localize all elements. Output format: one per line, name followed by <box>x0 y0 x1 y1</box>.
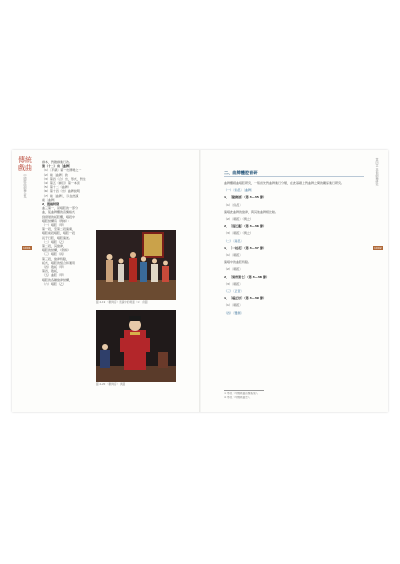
paragraph: （五）曲腔（甲） <box>42 273 67 278</box>
running-head-left: 中國戲曲劇種全集 <box>23 174 27 198</box>
paragraph: （3）第四（合）出，形式，對生 <box>42 176 86 181</box>
paragraph: 前〔曲牌〕 <box>42 197 58 202</box>
opera-stage-photo-1 <box>96 230 176 300</box>
paragraph: 到發展的板腔體，唱段中 <box>42 214 76 219</box>
subheading: （一）〔仙呂〕〔曲牌〕 <box>224 188 255 193</box>
paragraph: 唱腔結構有（例如）： <box>42 218 71 223</box>
paragraph: （5）第十二（曲牌） <box>42 185 71 190</box>
paragraph: （3）〔唱腔〕（例之） <box>224 231 253 236</box>
left-page <box>12 150 200 412</box>
subheading: 2．腔格特徵 <box>42 202 60 207</box>
paragraph: 唱腔的各種旋律結構， <box>42 277 73 282</box>
paragraph: 曲牌體戲曲唱腔研究，一般首先對曲牌進行分類，在此基礎上對曲牌之間的關係進行研究。 <box>224 181 345 185</box>
paragraph: 第三段，旋律特點， <box>42 256 70 261</box>
paragraph: 唱腔的結構，（例如） <box>42 248 71 253</box>
paragraph: （二）唱腔（乙） <box>42 239 67 244</box>
subheading: 2．〔梁州第七〕（第 3—38 節） <box>224 274 269 279</box>
paragraph: 第一段，至第二段演奏， <box>42 227 76 232</box>
paragraph: （2）〔唱腔〕 <box>224 267 243 272</box>
brand-logo: 傳統戲曲 <box>18 156 32 172</box>
paragraph: （4）第五（劇目）第一本雲 <box>42 181 80 186</box>
opera-stage-illustration <box>96 230 176 300</box>
paragraph: （6）第十四（出）曲牌說明 <box>42 189 80 194</box>
paragraph: 第（十二）出〔曲牌〕 <box>42 164 73 169</box>
section-title: 二、曲牌體腔音研 <box>224 170 258 175</box>
page-number-left: 1001 <box>23 246 31 250</box>
running-head-right: 第四章 其他劇種研究 <box>375 158 379 186</box>
paragraph: （1）〔唱腔〕 <box>224 303 243 308</box>
left-text-column <box>42 160 90 286</box>
footnote: ② 參見《中國戲曲志》。 <box>224 396 252 399</box>
paragraph: （三）唱腔（丙） <box>42 252 67 257</box>
subheading: 1．〔一枝花〕（第 3—37 節） <box>224 245 266 250</box>
paragraph: 演唱此曲牌的旋律，與其他曲牌相比較。 <box>224 209 279 214</box>
opera-stage-illustration <box>96 310 176 382</box>
paragraph: （3）〔唱腔〕 <box>224 281 243 286</box>
right-text-column <box>224 178 364 318</box>
footnote-rule <box>224 390 264 391</box>
subheading: 1．〔點絳唇〕（第 3—35 節） <box>224 195 266 200</box>
paragraph: （2）〔唱腔〕（例之） <box>224 217 253 222</box>
paragraph: 曲三第一，是唱腔的一部分 <box>42 206 79 211</box>
book-spread <box>12 150 388 412</box>
paragraph: 第二段，其旋律， <box>42 244 67 249</box>
paragraph: （2）前〔曲牌〕的 <box>42 172 68 177</box>
paragraph: （四）散板（甲） <box>42 265 67 270</box>
paragraph: 唱腔前段唱腔，唱腔一段 <box>42 231 76 236</box>
paragraph: 板式，唱腔的組合和運用 <box>42 260 76 265</box>
paragraph: （7）前〔曲牌〕，以在此演 <box>42 193 79 198</box>
opera-stage-photo-2 <box>96 310 176 382</box>
subheading: （三）〔正宮〕 <box>224 289 244 294</box>
paragraph: 第四，散板， <box>42 269 61 274</box>
footnote: ① 參見《中國戲曲音樂集成》。 <box>224 392 260 395</box>
paragraph: 曲，從曲牌體的音樂格式 <box>42 210 76 215</box>
subheading: （二）〔南呂〕 <box>224 238 244 243</box>
paragraph: 長于行腔，唱腔演述。 <box>42 235 73 240</box>
figure-caption-1: 圖 4-19 《鍘判官》表演中的場面（1） 供圖 <box>96 301 148 304</box>
subheading: 1．〔端正好〕（第 3—39 節） <box>224 296 266 301</box>
page-number-right: 1002 <box>374 246 382 250</box>
paragraph: （一）唱腔（甲） <box>42 223 67 228</box>
paragraph: （1）〔唱腔〕 <box>224 253 243 258</box>
paragraph: （1）〔平韻〕第一出開場之一 <box>42 168 82 173</box>
subheading: （四）〔雙調〕 <box>224 310 244 315</box>
section-rule <box>224 176 364 177</box>
right-page <box>200 150 388 412</box>
paragraph: 劇本，對雜劇進行改。 <box>42 160 73 164</box>
subheading: 2．〔混江龍〕（第 3—36 節） <box>224 224 266 229</box>
paragraph: 演唱中的曲腔特點。 <box>224 260 252 265</box>
paragraph: （六）唱腔（乙） <box>42 281 67 286</box>
figure-caption-2: 圖 4-20 《鍘判官》 供圖 <box>96 383 126 386</box>
paragraph: （1）〔仙呂〕 <box>224 202 243 207</box>
